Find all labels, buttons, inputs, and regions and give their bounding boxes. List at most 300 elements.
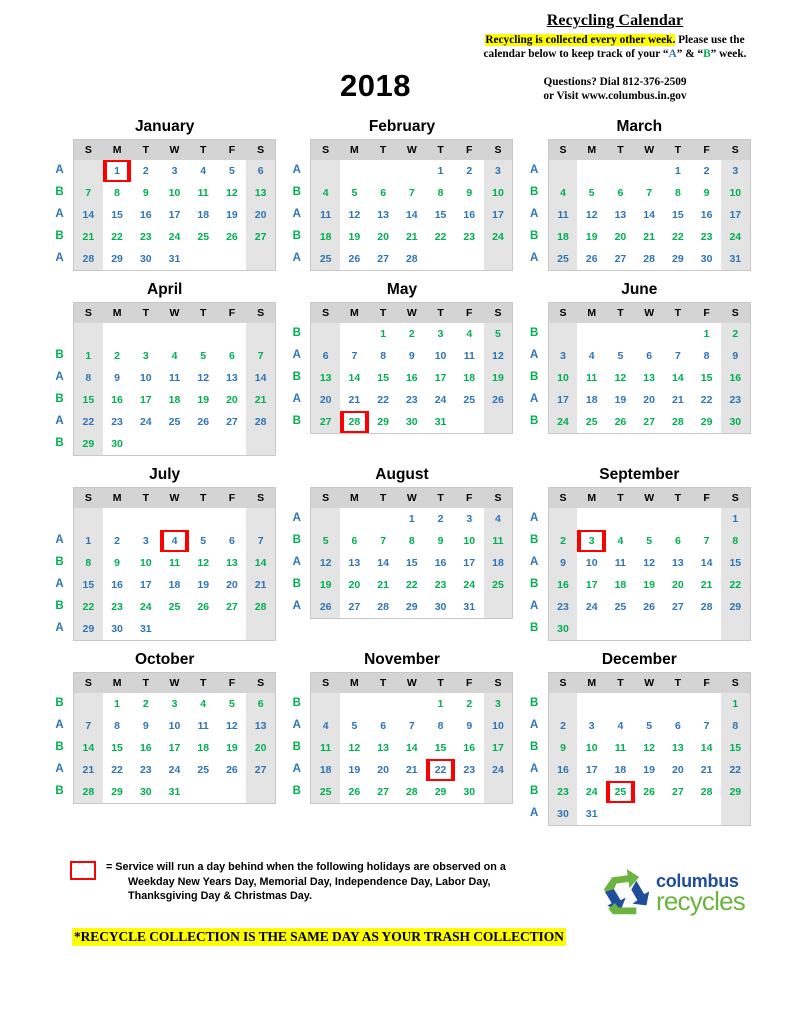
day-of-week-header — [311, 303, 512, 323]
day-cell: 22 — [111, 231, 123, 243]
day-cell: 15 — [405, 557, 418, 569]
day-cell: 20 — [226, 579, 238, 591]
day-cell: 28 — [74, 248, 103, 270]
day-cell: 6 — [617, 187, 624, 199]
day-of-week-header — [549, 140, 750, 160]
contact-info — [455, 75, 775, 103]
week-row — [74, 530, 275, 552]
week-label-b: B — [55, 393, 64, 405]
day-cell: 15 — [721, 737, 750, 759]
day-cell: 31 — [434, 416, 447, 428]
week-label-column — [521, 487, 548, 639]
day-cell-empty — [692, 508, 721, 530]
day-cell: 21 — [246, 574, 275, 596]
week-label-b: B — [292, 534, 301, 546]
week-label-column — [46, 487, 73, 639]
dow-header-cell: S — [74, 673, 103, 693]
day-cell: 17 — [168, 209, 181, 221]
month-title: May — [386, 281, 418, 298]
week-label-b: B — [292, 785, 301, 797]
week-label-b: B — [55, 741, 64, 753]
day-cell: 17 — [484, 204, 513, 226]
day-cell: 3 — [171, 698, 178, 710]
day-cell: 12 — [585, 209, 598, 221]
day-cell: 27 — [226, 416, 238, 428]
week-row — [311, 715, 512, 737]
day-cell: 19 — [348, 764, 361, 776]
day-cell: 10 — [434, 350, 447, 362]
week-row — [74, 433, 275, 455]
day-cell: 6 — [246, 693, 275, 715]
day-cell: 21 — [246, 389, 275, 411]
day-cell: 13 — [377, 209, 389, 221]
day-cell-empty — [74, 508, 103, 530]
week-label-column — [283, 139, 310, 269]
month-title: September — [599, 466, 680, 483]
week-row — [311, 759, 512, 781]
day-cell: 27 — [672, 786, 684, 798]
week-row — [311, 248, 512, 270]
dow-header-cell: M — [577, 303, 606, 323]
day-cell-empty — [218, 508, 247, 530]
day-cell: 17 — [721, 204, 750, 226]
day-cell: 21 — [405, 231, 418, 243]
day-cell: 10 — [463, 535, 476, 547]
dow-header-cell: F — [692, 488, 721, 508]
day-cell: 14 — [700, 557, 713, 569]
week-row — [74, 389, 275, 411]
day-cell: 28 — [672, 416, 684, 428]
day-cell: 7 — [674, 350, 681, 362]
month-june — [521, 281, 758, 466]
dow-header-cell: F — [455, 140, 484, 160]
day-cell: 2 — [114, 535, 120, 547]
day-cell: 1 — [408, 513, 415, 525]
calendar-table — [73, 672, 276, 804]
day-cell-empty — [369, 160, 398, 182]
dow-header-cell: S — [721, 303, 750, 323]
day-cell: 28 — [340, 411, 369, 433]
day-cell-empty — [189, 618, 218, 640]
week-row — [74, 345, 275, 367]
day-cell: 22 — [672, 231, 684, 243]
week-row — [74, 160, 275, 182]
day-cell: 9 — [549, 737, 578, 759]
day-cell: 26 — [484, 389, 513, 411]
day-cell: 29 — [377, 416, 389, 428]
day-cell-empty — [218, 248, 247, 270]
day-cell: 23 — [434, 579, 447, 591]
contact-website: or Visit www.columbus.in.gov — [543, 90, 687, 102]
day-cell: 12 — [197, 372, 210, 384]
dow-header-cell: S — [721, 673, 750, 693]
day-cell: 30 — [549, 803, 578, 825]
day-cell: 21 — [643, 231, 655, 243]
dow-header-cell: S — [74, 140, 103, 160]
day-cell-empty — [549, 693, 578, 715]
week-label-a: A — [55, 415, 64, 427]
day-cell-empty — [246, 323, 275, 345]
day-cell-empty — [131, 323, 160, 345]
day-cell: 9 — [408, 350, 415, 362]
day-cell: 5 — [311, 530, 340, 552]
day-cell: 23 — [139, 764, 152, 776]
day-cell-empty — [635, 618, 664, 640]
day-cell: 14 — [74, 204, 103, 226]
day-cell: 31 — [139, 623, 152, 635]
day-cell-empty — [606, 693, 635, 715]
week-label-b: B — [55, 556, 64, 568]
day-cell-empty — [664, 508, 693, 530]
week-row — [74, 552, 275, 574]
day-cell: 15 — [111, 742, 123, 754]
dow-header-cell: W — [160, 673, 189, 693]
day-cell: 1 — [674, 165, 681, 177]
day-cell: 30 — [434, 601, 447, 613]
day-cell: 5 — [229, 165, 235, 177]
dow-header-cell: T — [606, 673, 635, 693]
day-cell: 21 — [405, 764, 418, 776]
logo-wordmark — [656, 872, 745, 914]
day-cell-empty — [397, 160, 426, 182]
day-cell-empty — [340, 508, 369, 530]
dow-header-cell: T — [426, 488, 455, 508]
header-line1-rest: Please use the — [675, 34, 745, 46]
week-label-b: B — [530, 785, 539, 797]
day-cell: 26 — [197, 601, 210, 613]
dow-header-cell: F — [218, 673, 247, 693]
calendar-table — [310, 139, 513, 271]
day-cell: 21 — [700, 764, 713, 776]
contact-phone: Questions? Dial 812-376-2509 — [543, 76, 687, 88]
day-cell: 19 — [643, 764, 655, 776]
day-cell: 23 — [549, 596, 578, 618]
day-cell: 4 — [171, 350, 178, 362]
day-cell: 26 — [614, 416, 627, 428]
dow-header-cell: M — [340, 488, 369, 508]
day-cell: 1 — [437, 698, 444, 710]
header-block — [455, 12, 775, 103]
day-cell-empty — [635, 803, 664, 825]
dow-header-cell: F — [455, 303, 484, 323]
day-cell: 28 — [405, 786, 418, 798]
day-cell: 3 — [721, 160, 750, 182]
day-cell: 4 — [160, 530, 189, 552]
day-cell: 19 — [348, 231, 361, 243]
day-cell: 17 — [139, 579, 152, 591]
week-row — [311, 389, 512, 411]
day-cell-empty — [189, 433, 218, 455]
day-cell: 8 — [380, 350, 387, 362]
day-cell: 4 — [200, 698, 207, 710]
week-label-column — [283, 672, 310, 802]
week-row — [311, 160, 512, 182]
week-label-a: A — [292, 252, 301, 264]
day-cell: 20 — [226, 394, 238, 406]
day-cell-empty — [160, 618, 189, 640]
day-cell: 27 — [311, 411, 340, 433]
day-cell: 23 — [111, 601, 123, 613]
dow-header-cell: W — [397, 303, 426, 323]
day-cell: 25 — [484, 574, 513, 596]
week-row — [311, 323, 512, 345]
day-cell: 25 — [463, 394, 476, 406]
dow-header-cell: M — [103, 140, 132, 160]
day-cell: 20 — [672, 579, 684, 591]
day-of-week-header — [549, 488, 750, 508]
day-cell: 7 — [646, 187, 653, 199]
week-label-a: A — [55, 534, 64, 546]
day-cell: 4 — [588, 350, 595, 362]
day-cell: 9 — [437, 535, 444, 547]
day-cell-empty — [455, 248, 484, 270]
dow-header-cell: T — [664, 673, 693, 693]
day-cell: 24 — [585, 786, 598, 798]
day-cell: 21 — [672, 394, 684, 406]
day-cell-empty — [160, 323, 189, 345]
day-cell: 17 — [139, 394, 152, 406]
day-cell: 25 — [197, 231, 210, 243]
week-label-b: B — [55, 437, 64, 449]
day-cell: 14 — [377, 557, 389, 569]
day-cell: 9 — [142, 187, 149, 199]
day-cell: 16 — [139, 742, 152, 754]
day-cell: 6 — [380, 187, 387, 199]
day-cell: 13 — [348, 557, 361, 569]
dow-header-cell: F — [692, 303, 721, 323]
dow-header-cell: T — [369, 673, 398, 693]
day-cell-empty — [131, 433, 160, 455]
day-cell-empty — [246, 781, 275, 803]
day-cell: 17 — [463, 557, 476, 569]
dow-header-cell: S — [549, 140, 578, 160]
day-cell: 24 — [168, 231, 181, 243]
day-cell: 4 — [466, 328, 473, 340]
week-row — [311, 596, 512, 618]
day-cell: 19 — [197, 394, 210, 406]
week-label-column — [283, 487, 310, 617]
week-label-column — [521, 672, 548, 824]
day-cell-empty — [246, 248, 275, 270]
week-label-column — [46, 139, 73, 269]
dow-header-cell: T — [426, 303, 455, 323]
day-cell: 8 — [74, 552, 103, 574]
week-row — [549, 204, 750, 226]
dow-header-cell: F — [692, 673, 721, 693]
day-cell: 25 — [311, 248, 340, 270]
day-cell-empty — [340, 693, 369, 715]
week-row — [311, 781, 512, 803]
day-cell: 6 — [674, 720, 681, 732]
day-cell: 7 — [246, 345, 275, 367]
month-title: June — [621, 281, 658, 298]
day-cell: 7 — [380, 535, 387, 547]
day-cell: 4 — [311, 715, 340, 737]
day-cell-empty — [246, 508, 275, 530]
day-cell: 8 — [74, 367, 103, 389]
dow-header-cell: W — [397, 488, 426, 508]
day-cell: 14 — [643, 209, 655, 221]
day-cell: 1 — [721, 693, 750, 715]
month-november — [283, 651, 520, 836]
week-label-a: A — [530, 807, 539, 819]
day-cell: 11 — [586, 372, 598, 384]
day-cell: 7 — [246, 530, 275, 552]
header-line2-mid: ” & “ — [676, 48, 704, 60]
dow-header-cell: S — [74, 488, 103, 508]
dow-header-cell: W — [160, 488, 189, 508]
dow-header-cell: M — [340, 303, 369, 323]
day-cell: 3 — [577, 530, 606, 552]
day-cell: 6 — [646, 350, 653, 362]
day-cell: 10 — [139, 372, 152, 384]
week-label-empty — [46, 507, 73, 529]
day-cell-empty — [311, 693, 340, 715]
week-row — [549, 737, 750, 759]
day-cell: 5 — [617, 350, 624, 362]
logo-word-recycles: recycles — [656, 886, 745, 916]
day-cell: 4 — [549, 182, 578, 204]
day-cell-empty — [455, 411, 484, 433]
day-cell-empty — [606, 803, 635, 825]
day-cell: 23 — [463, 764, 476, 776]
day-cell: 22 — [426, 759, 455, 781]
day-cell-empty — [606, 508, 635, 530]
day-cell-empty — [189, 508, 218, 530]
dow-header-cell: T — [426, 673, 455, 693]
week-row — [549, 781, 750, 803]
month-title: August — [375, 466, 429, 483]
day-cell: 8 — [437, 720, 444, 732]
day-cell: 11 — [484, 530, 513, 552]
header-highlight-text: Recycling is collected every other week. — [485, 34, 676, 46]
month-title: October — [134, 651, 195, 668]
day-cell-empty — [664, 618, 693, 640]
day-cell-empty — [577, 693, 606, 715]
week-row — [74, 226, 275, 248]
dow-header-cell: F — [455, 488, 484, 508]
month-title: January — [134, 118, 195, 135]
day-cell: 27 — [226, 601, 238, 613]
day-of-week-header — [74, 303, 275, 323]
dow-header-cell: T — [664, 488, 693, 508]
week-label-b: B — [55, 186, 64, 198]
dow-header-cell: S — [74, 303, 103, 323]
week-row — [549, 530, 750, 552]
week-label-b: B — [530, 415, 539, 427]
week-label-b: B — [292, 327, 301, 339]
day-cell: 23 — [463, 231, 476, 243]
day-cell: 3 — [484, 160, 513, 182]
week-row — [549, 411, 750, 433]
legend — [70, 860, 590, 904]
day-cell: 28 — [74, 781, 103, 803]
week-label-column — [46, 672, 73, 802]
day-cell: 2 — [142, 165, 149, 177]
day-cell: 26 — [226, 231, 238, 243]
week-row — [311, 530, 512, 552]
week-label-b: B — [292, 230, 301, 242]
calendar-table — [310, 302, 513, 434]
week-row — [74, 367, 275, 389]
day-cell: 5 — [229, 698, 235, 710]
dow-header-cell: T — [369, 488, 398, 508]
week-label-b: B — [55, 230, 64, 242]
day-cell: 24 — [463, 579, 476, 591]
day-cell: 18 — [484, 552, 513, 574]
day-cell: 31 — [721, 248, 750, 270]
day-cell-empty — [484, 248, 513, 270]
dow-header-cell: T — [189, 140, 218, 160]
dow-header-cell: M — [340, 140, 369, 160]
day-cell-empty — [369, 508, 398, 530]
day-cell: 26 — [348, 253, 361, 265]
header-line2-post: ” week. — [710, 48, 747, 60]
day-cell: 10 — [168, 187, 181, 199]
day-cell: 4 — [200, 165, 207, 177]
day-cell: 3 — [142, 535, 149, 547]
month-april — [46, 281, 283, 466]
calendar-table — [73, 139, 276, 271]
day-cell: 19 — [226, 209, 238, 221]
day-cell: 28 — [246, 411, 275, 433]
day-cell: 31 — [463, 601, 476, 613]
day-cell: 24 — [484, 226, 513, 248]
day-cell: 25 — [311, 781, 340, 803]
week-row — [74, 411, 275, 433]
dow-header-cell: T — [606, 303, 635, 323]
week-label-b: B — [55, 785, 64, 797]
day-cell-empty — [218, 618, 247, 640]
day-cell: 26 — [585, 253, 598, 265]
week-label-a: A — [55, 208, 64, 220]
week-label-b: B — [530, 578, 539, 590]
day-cell: 1 — [721, 508, 750, 530]
dow-header-cell: F — [218, 140, 247, 160]
day-cell: 2 — [721, 323, 750, 345]
week-label-b: B — [292, 415, 301, 427]
week-label-b: B — [55, 697, 64, 709]
day-cell-empty — [692, 618, 721, 640]
day-cell: 5 — [200, 350, 207, 362]
day-cell: 11 — [549, 204, 578, 226]
dow-header-cell: S — [484, 673, 513, 693]
day-cell: 30 — [721, 411, 750, 433]
week-label-a: A — [292, 556, 301, 568]
day-cell: 12 — [197, 557, 210, 569]
month-march — [521, 118, 758, 281]
dow-header-cell: T — [606, 488, 635, 508]
day-cell: 4 — [311, 182, 340, 204]
week-label-a: A — [530, 393, 539, 405]
week-row — [74, 508, 275, 530]
day-cell-empty — [74, 693, 103, 715]
dow-header-cell: S — [246, 673, 275, 693]
day-cell: 19 — [585, 231, 598, 243]
day-cell: 30 — [463, 786, 476, 798]
month-july — [46, 466, 283, 651]
day-cell: 28 — [377, 601, 389, 613]
logo-word-columbus: columbus — [656, 871, 739, 891]
month-august — [283, 466, 520, 651]
day-cell: 1 — [74, 530, 103, 552]
week-row — [549, 182, 750, 204]
day-cell: 18 — [585, 394, 598, 406]
dow-header-cell: F — [692, 140, 721, 160]
header-week-b-label: B — [703, 48, 711, 60]
day-cell: 17 — [434, 372, 447, 384]
week-row — [311, 574, 512, 596]
